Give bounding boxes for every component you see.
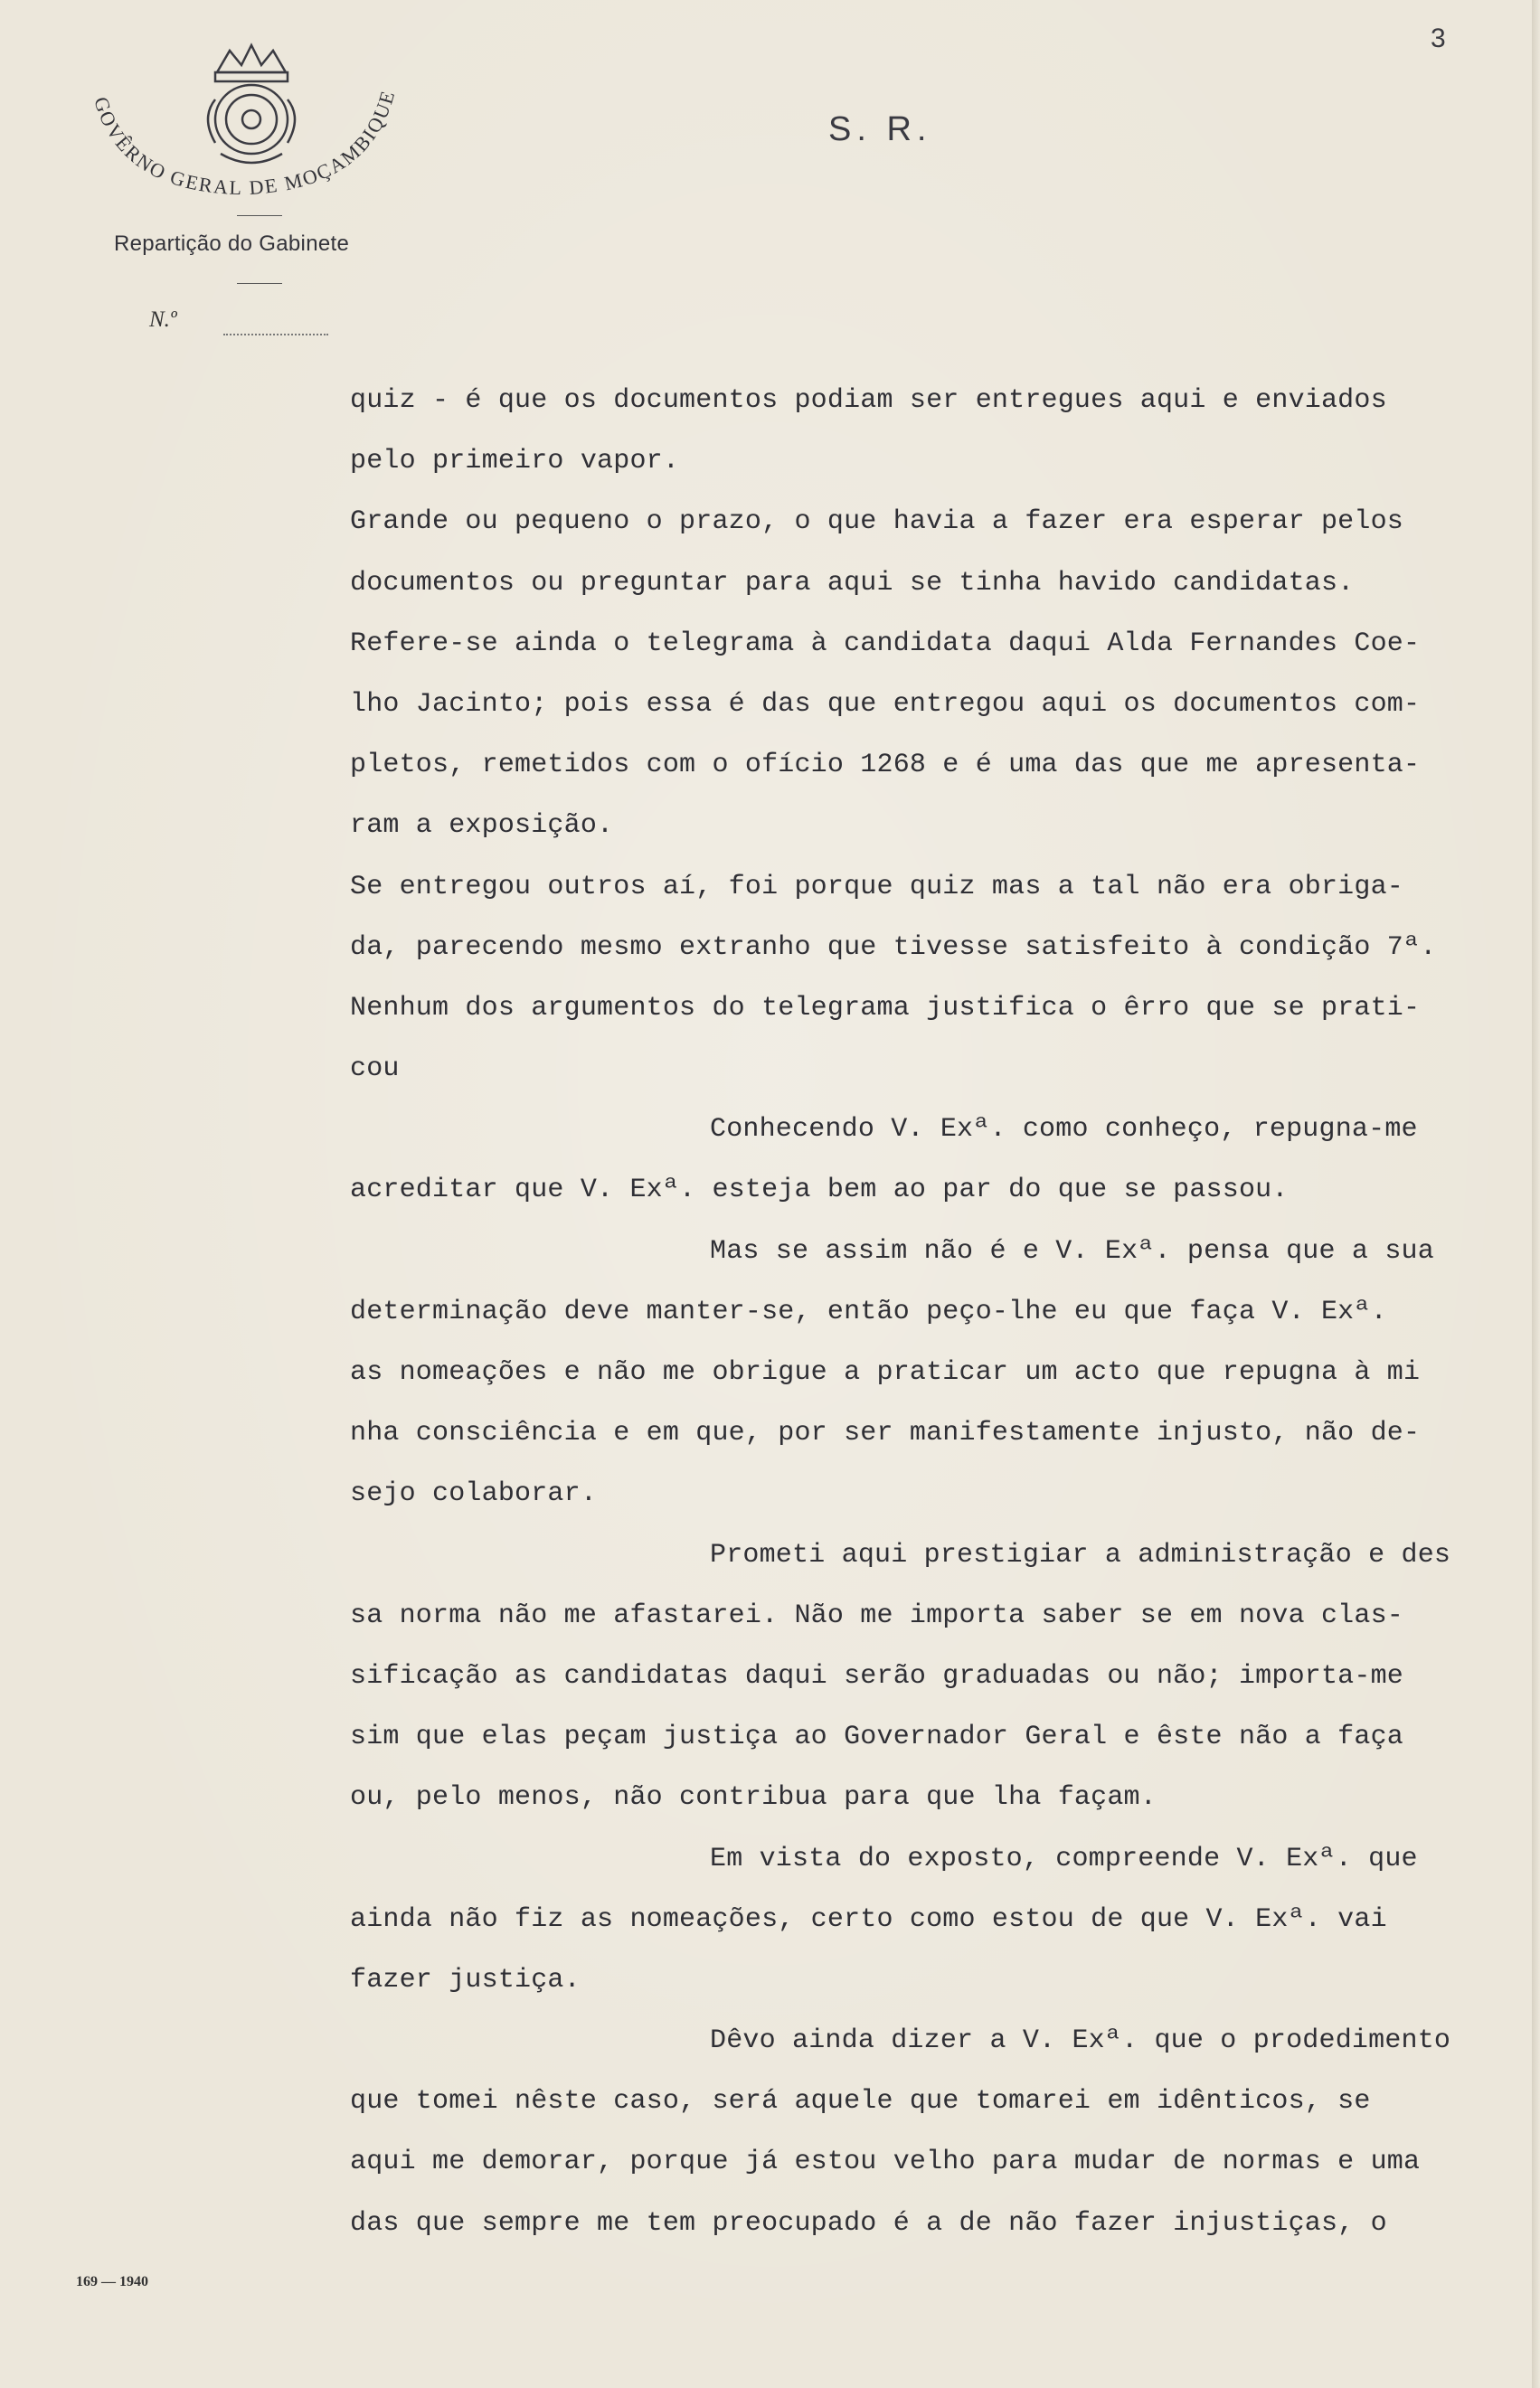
addressee-heading: S. R. bbox=[828, 110, 932, 148]
text-line: Conhecendo V. Exª. como conheço, repugna-me bbox=[710, 1114, 1418, 1146]
shield-icon bbox=[208, 85, 295, 163]
text-line: Prometi aqui prestigiar a administração e des bbox=[710, 1539, 1451, 1571]
text-line: ainda não fiz as nomeações, certo como estou de que V. Exª. vai bbox=[350, 1903, 1387, 1935]
text-line: Refere-se ainda o telegrama à candidata daqui Alda Fernandes Coe- bbox=[350, 628, 1421, 659]
text-line: cou bbox=[350, 1053, 400, 1085]
seal-arc-text: GOVÊRNO GERAL DE MOÇAMBIQUE bbox=[90, 87, 400, 200]
text-line: pletos, remetidos com o ofício 1268 e é uma das que me apresenta- bbox=[350, 750, 1421, 781]
text-line: sificação as candidatas daqui serão graduadas ou não; importa-me bbox=[350, 1660, 1403, 1692]
text-line: pelo primeiro vapor. bbox=[350, 446, 680, 477]
divider bbox=[237, 215, 282, 216]
text-line: lho Jacinto; pois essa é das que entregou aqui os documentos com- bbox=[350, 688, 1421, 720]
text-line: acreditar que V. Exª. esteja bem ao par do que se passou. bbox=[350, 1175, 1289, 1206]
text-line: da, parecendo mesmo extranho que tivesse satisfeito à condição 7ª. bbox=[350, 931, 1437, 963]
text-line: as nomeações e não me obrigue a praticar um acto que repugna à mi bbox=[350, 1357, 1421, 1388]
letter-body bbox=[350, 371, 1535, 2254]
text-line: sa norma não me afastarei. Não me importa saber se em nova clas- bbox=[350, 1600, 1403, 1631]
text-line: quiz - é que os documentos podiam ser entregues aqui e enviados bbox=[350, 385, 1387, 416]
text-line: determinação deve manter-se, então peço-lhe eu que faça V. Exª. bbox=[350, 1296, 1387, 1327]
text-line: das que sempre me tem preocupado é a de não fazer injustiças, o bbox=[350, 2207, 1387, 2239]
text-line: Se entregou outros aí, foi porque quiz mas a tal não era obriga- bbox=[350, 871, 1403, 902]
text-line: aqui me demorar, porque já estou velho para mudar de normas e uma bbox=[350, 2147, 1421, 2178]
text-line: Nenhum dos argumentos do telegrama justifica o êrro que se prati- bbox=[350, 992, 1421, 1024]
text-line: ram a exposição. bbox=[350, 810, 614, 842]
page-number: 3 bbox=[1431, 24, 1446, 53]
text-line: ou, pelo menos, não contribua para que lha façam. bbox=[350, 1782, 1157, 1814]
text-line: documentos ou preguntar para aqui se tinha havido candidatas. bbox=[350, 567, 1355, 599]
crown-icon bbox=[215, 45, 288, 81]
text-line: Em vista do exposto, compreende V. Exª. que bbox=[710, 1843, 1418, 1874]
text-line: Mas se assim não é e V. Exª. pensa que a sua bbox=[710, 1235, 1434, 1267]
text-line: sim que elas peçam justiça ao Governador Geral e êste não a faça bbox=[350, 1722, 1403, 1753]
text-line: Dêvo ainda dizer a V. Exª. que o prodedimento bbox=[710, 2025, 1451, 2057]
text-line: nha consciência e em que, por ser manifestamente injusto, não de- bbox=[350, 1418, 1421, 1449]
divider bbox=[237, 283, 282, 284]
text-line: Grande ou pequeno o prazo, o que havia a fazer era esperar pelos bbox=[350, 506, 1403, 538]
document-number-label: N.º bbox=[149, 307, 177, 332]
form-code: 169 — 1940 bbox=[76, 2274, 148, 2289]
document-number-blank bbox=[223, 334, 328, 335]
text-line: que tomei nêste caso, será aquele que tomarei em idênticos, se bbox=[350, 2086, 1371, 2118]
office-name: Repartição do Gabinete bbox=[114, 231, 350, 256]
text-line: sejo colaborar. bbox=[350, 1478, 598, 1510]
coat-of-arms-seal bbox=[83, 36, 418, 208]
text-line: fazer justiça. bbox=[350, 1964, 581, 1996]
